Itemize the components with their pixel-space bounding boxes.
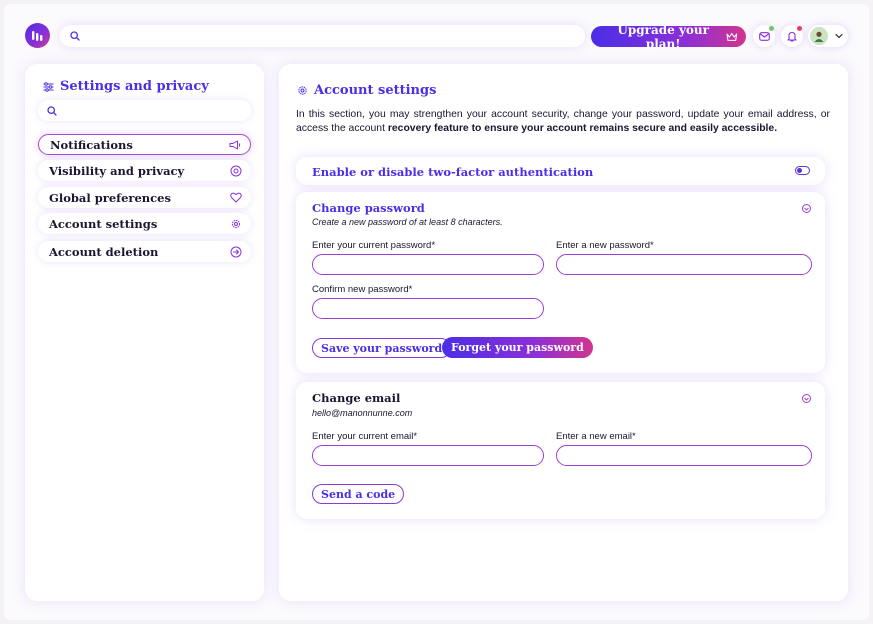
intro-plain: In this section, you may strengthen your account security, change your password, update your email address, or access the account — [296, 109, 830, 134]
send-code-button[interactable]: Send a code — [312, 484, 404, 504]
confirm-password-label: Confirm new password* — [312, 284, 413, 295]
two-factor-card — [296, 157, 825, 185]
global-search-input[interactable] — [86, 30, 585, 42]
account-settings-panel — [279, 64, 848, 601]
arrow-circle-icon — [230, 246, 242, 258]
intro-bold: recovery feature to ensure your account remains secure and easily accessible. — [387, 123, 778, 134]
change-password-title: Change password — [312, 201, 425, 215]
sidebar-item-label: Account deletion — [49, 244, 159, 259]
current-email-value: hello@manonnunne.com — [312, 408, 413, 418]
collapse-password-button[interactable] — [802, 204, 811, 213]
two-factor-label: Enable or disable two-factor authentication — [312, 165, 594, 179]
avatar — [810, 27, 828, 45]
profile-menu[interactable] — [808, 25, 848, 47]
confirm-password-field[interactable] — [312, 298, 544, 319]
heart-icon — [230, 192, 242, 203]
user-avatar-icon — [813, 30, 825, 42]
sidebar-item-global-preferences[interactable] — [38, 187, 251, 208]
new-email-field[interactable] — [556, 445, 812, 466]
megaphone-icon — [229, 140, 241, 150]
gear-icon — [230, 218, 242, 230]
search-icon — [47, 106, 57, 116]
current-email-label: Enter your current email* — [312, 431, 418, 442]
sidebar-item-visibility[interactable] — [38, 160, 251, 181]
sidebar-search[interactable] — [38, 100, 251, 121]
sidebar-item-account-deletion[interactable] — [38, 241, 251, 262]
two-factor-toggle[interactable] — [795, 166, 810, 175]
save-password-button[interactable]: Save your password — [312, 338, 451, 358]
password-hint: Create a new password of at least 8 characters. — [312, 217, 503, 227]
sidebar-item-label: Visibility and privacy — [49, 163, 185, 178]
new-password-label: Enter a new password* — [556, 240, 654, 251]
notifications-dot — [797, 26, 802, 31]
current-password-field[interactable] — [312, 254, 544, 275]
new-password-field[interactable] — [556, 254, 812, 275]
chevron-down-icon — [804, 397, 809, 401]
current-password-label: Enter your current password* — [312, 240, 436, 251]
sliders-icon — [43, 82, 54, 92]
sidebar-item-label: Global preferences — [49, 190, 171, 205]
sidebar-item-account-settings[interactable] — [38, 213, 251, 234]
expand-email-button[interactable] — [802, 394, 811, 403]
eye-icon — [230, 165, 242, 177]
logo-bars-icon — [31, 30, 44, 42]
notifications-button[interactable] — [781, 25, 803, 47]
upgrade-plan-label: Upgrade your plan! — [617, 22, 709, 51]
page-title — [297, 83, 436, 98]
chevron-up-icon — [804, 207, 809, 211]
chevron-down-icon — [835, 33, 843, 39]
messages-button[interactable] — [753, 25, 775, 47]
settings-sidebar — [25, 64, 264, 601]
bell-icon — [787, 31, 797, 42]
upgrade-plan-button[interactable] — [591, 22, 746, 51]
new-email-label: Enter a new email* — [556, 431, 636, 442]
app-logo[interactable] — [25, 23, 50, 48]
sidebar-title — [43, 79, 209, 94]
page-title-text: Account settings — [314, 83, 437, 98]
change-email-card — [296, 382, 825, 519]
sidebar-item-notifications[interactable] — [38, 134, 251, 155]
search-icon — [70, 31, 80, 41]
crown-icon — [726, 32, 738, 42]
sidebar-title-text: Settings and privacy — [60, 79, 209, 94]
change-email-title: Change email — [312, 391, 401, 405]
current-email-field[interactable] — [312, 445, 544, 466]
mail-icon — [759, 32, 770, 41]
sidebar-item-label: Account settings — [49, 216, 158, 231]
sidebar-search-input[interactable] — [61, 105, 251, 117]
gear-icon — [297, 85, 308, 96]
intro-text — [296, 108, 830, 136]
sidebar-item-label: Notifications — [50, 137, 133, 152]
change-password-card — [296, 192, 825, 373]
global-search[interactable] — [60, 25, 585, 47]
forget-password-button[interactable]: Forget your password — [442, 337, 593, 358]
messages-dot — [769, 26, 774, 31]
